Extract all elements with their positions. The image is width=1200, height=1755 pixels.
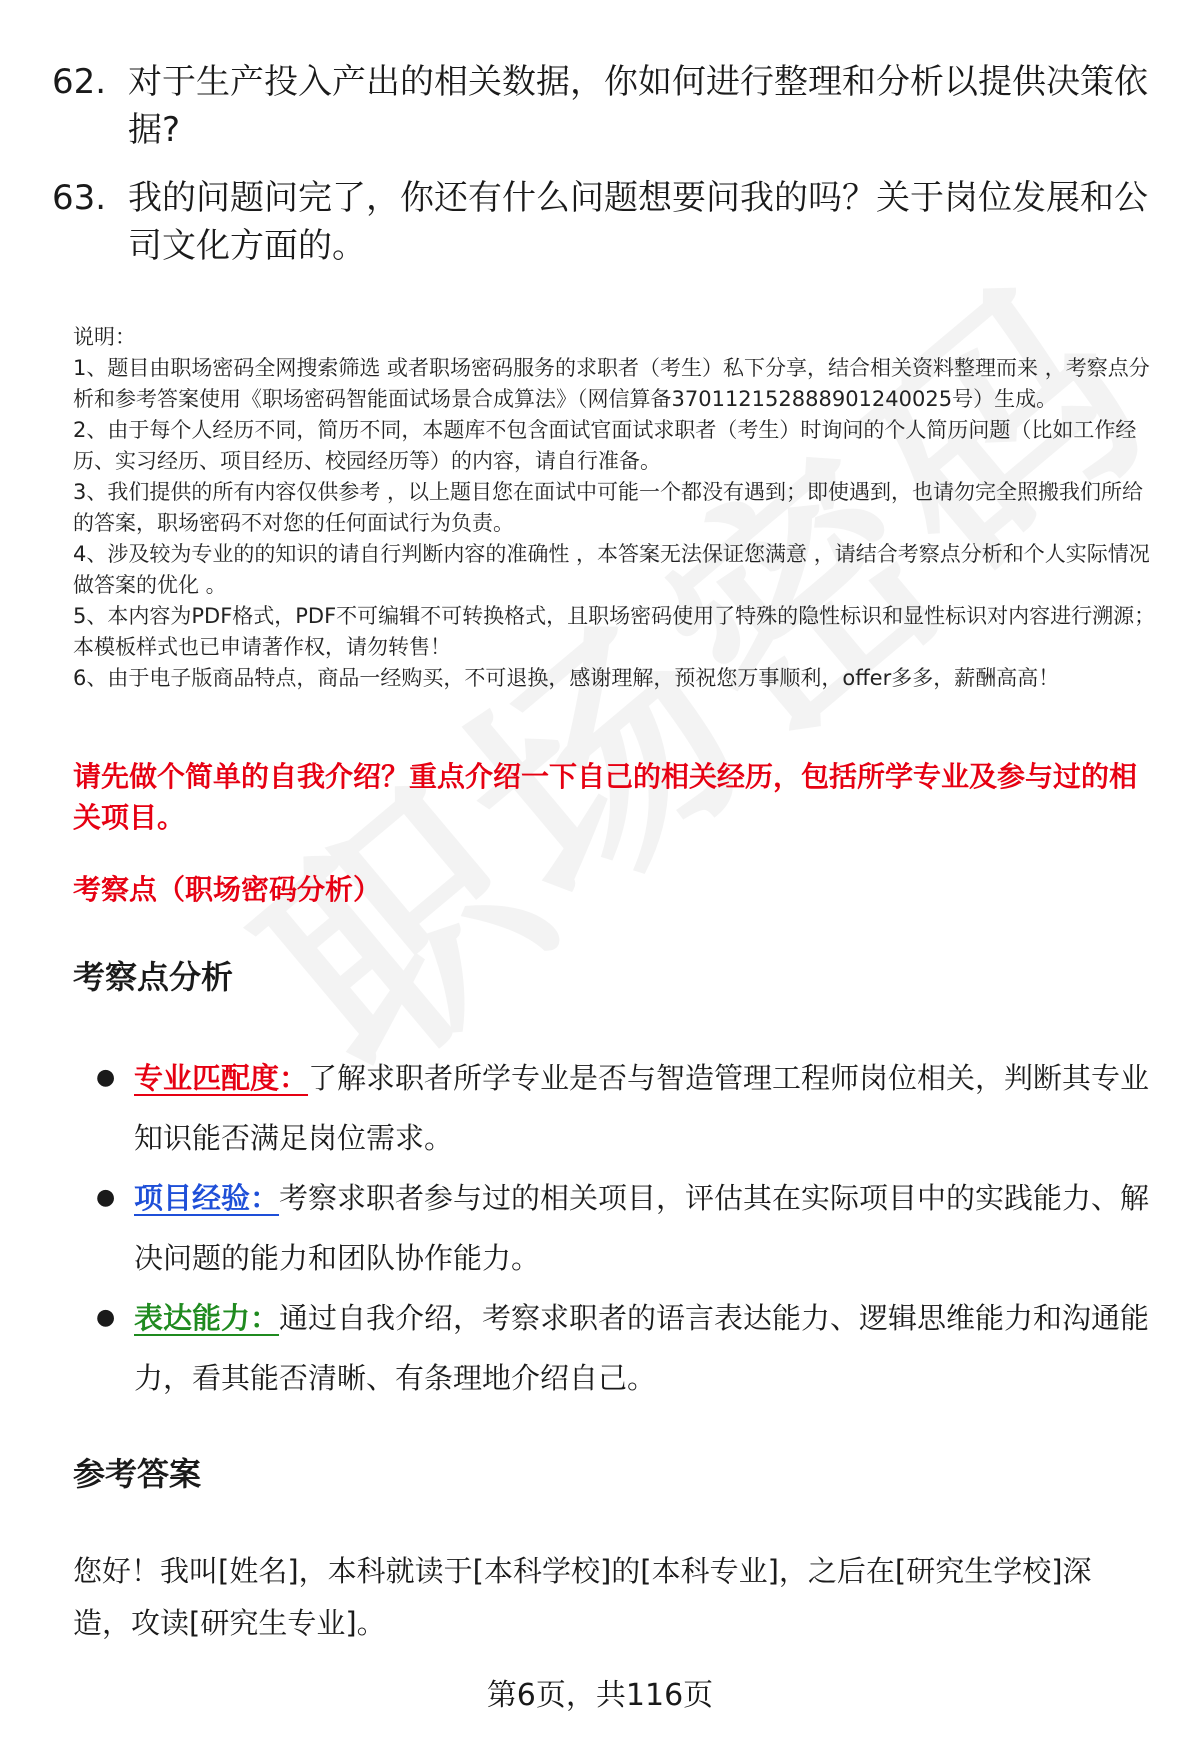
question-item	[52, 58, 1152, 154]
question-number: 63.	[52, 178, 107, 218]
note-item: 5、本内容为PDF格式，PDF不可编辑不可转换格式，且职场密码使用了特殊的隐性标识和显性标识对内容进行溯源；本模板样式也已申请著作权，请勿转售！	[73, 604, 1156, 659]
bullet-label: 表达能力：	[134, 1301, 280, 1335]
bullet-text: 了解求职者所学专业是否与智造管理工程师岗位相关，判断其专业知识能否满足岗位需求。	[134, 1061, 1150, 1155]
bullet-dot-icon: ●	[96, 1185, 116, 1210]
answer-text: 您好！我叫[姓名]，本科就读于[本科学校]的[本科专业]，之后在[研究生学校]深造，攻读[研究生专业]。	[73, 1554, 1092, 1640]
bullet-dot-icon: ●	[96, 1065, 116, 1090]
bullet-text: 考察求职者参与过的相关项目，评估其在实际项目中的实践能力、解决问题的能力和团队协作能力。	[134, 1181, 1150, 1275]
note-item: 3、我们提供的所有内容仅供参考 ，以上题目您在面试中可能一个都没有遇到；即使遇到，也请勿完全照搬我们所给的答案，职场密码不对您的任何面试行为负责。	[73, 480, 1144, 535]
bullet-text: 通过自我介绍，考察求职者的语言表达能力、逻辑思维能力和沟通能力，看其能否清晰、有条理地介绍自己。	[134, 1301, 1150, 1395]
kaocha-label: 考察点（职场密码分析）	[73, 873, 382, 906]
question-item	[52, 174, 1152, 270]
analysis-heading: 考察点分析	[73, 958, 234, 996]
question-text: 对于生产投入产出的相关数据，你如何进行整理和分析以提供决策依据?	[128, 62, 1148, 150]
question-text: 我的问题问完了，你还有什么问题想要问我的吗？关于岗位发展和公司文化方面的。	[128, 178, 1148, 266]
bullet-label: 专业匹配度：	[134, 1061, 309, 1095]
note-item: 2、由于每个人经历不同，简历不同，本题库不包含面试官面试求职者（考生）时询问的个人简历问题（比如工作经历、实习经历、项目经历、校园经历等）的内容，请自行准备。	[73, 418, 1137, 473]
main-question: 请先做个简单的自我介绍？重点介绍一下自己的相关经历，包括所学专业及参与过的相关项目。	[73, 760, 1138, 834]
bullet-item	[90, 1288, 1150, 1408]
notes-title: 说明：	[73, 325, 136, 349]
bullet-item	[90, 1048, 1150, 1168]
analysis-bullets	[90, 1048, 1150, 1408]
bullet-dot-icon: ●	[96, 1305, 116, 1330]
question-number: 62.	[52, 62, 107, 102]
bullet-label: 项目经验：	[134, 1181, 280, 1215]
note-item: 6、由于电子版商品特点，商品一经购买，不可退换，感谢理解，预祝您万事顺利，offer多多，薪酬高高！	[73, 666, 1060, 690]
page-footer: 第6页，共116页	[486, 1678, 714, 1713]
notes-section	[73, 322, 1163, 694]
answer-heading: 参考答案	[73, 1455, 202, 1493]
question-list	[52, 58, 1152, 290]
bullet-item	[90, 1168, 1150, 1288]
note-item: 4、涉及较为专业的的知识的请自行判断内容的准确性 ，本答案无法保证您满意 ，请结合考察点分析和个人实际情况做答案的优化 。	[73, 542, 1150, 597]
note-item: 1、题目由职场密码全网搜索筛选 或者职场密码服务的求职者（考生）私下分享，结合相关资料整理而来 ，考察点分析和参考答案使用《职场密码智能面试场景合成算法》（网信算备370112152888901240025号）生成。	[73, 356, 1150, 411]
